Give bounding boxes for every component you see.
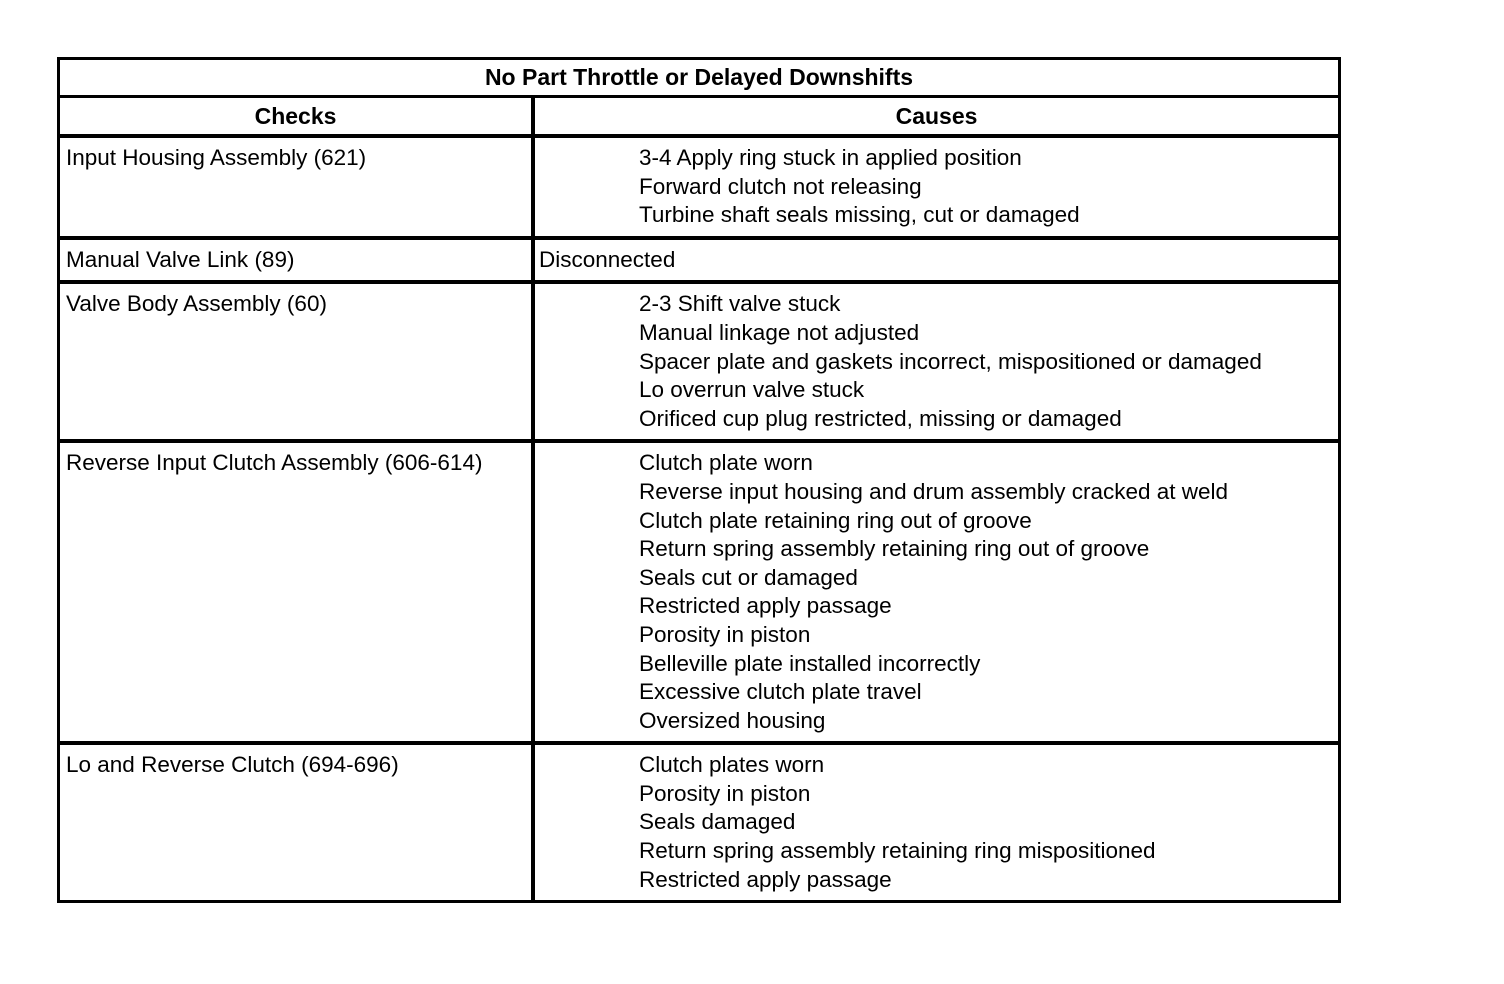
cause-item: Turbine shaft seals missing, cut or damaged [639,202,1080,228]
checks-header: Checks [60,98,535,134]
cause-item: Excessive clutch plate travel [639,679,922,705]
diagnosis-table [57,57,1341,903]
cause-item: 3-4 Apply ring stuck in applied position [639,145,1022,170]
cause-item: Oversized housing [639,707,826,733]
table-row [60,745,1338,900]
check-cell: Input Housing Assembly (621) [60,138,535,236]
cause-item: Seals cut or damaged [639,564,858,590]
cause-item: Clutch plate worn [639,450,813,476]
causes-cell [535,443,1338,741]
check-cell: Lo and Reverse Clutch (694-696) [60,745,535,900]
cause-item: Restricted apply passage [639,593,892,619]
check-cell: Valve Body Assembly (60) [60,284,535,439]
cause-item: Manual linkage not adjusted [639,319,920,345]
cause-item: Clutch plate retaining ring out of groove [639,507,1032,533]
table-header-row [60,98,1338,138]
table-row [60,284,1338,443]
cause-item: Porosity in piston [639,621,811,647]
cause-item: Forward clutch not releasing [639,173,922,199]
cause-item: Return spring assembly retaining ring mispositioned [639,838,1156,864]
cause-item: Lo overrun valve stuck [639,377,865,403]
check-cell: Manual Valve Link (89) [60,240,535,281]
cause-item: Restricted apply passage [639,866,892,892]
cause-item: Belleville plate installed incorrectly [639,650,981,676]
cause-item: Seals damaged [639,809,796,835]
cause-item: Reverse input housing and drum assembly cracked at weld [639,478,1229,504]
causes-header: Causes [895,102,978,129]
cause-item: Spacer plate and gaskets incorrect, mispositioned or damaged [639,348,1262,374]
causes-cell [535,138,1338,236]
cause-item: Orificed cup plug restricted, missing or damaged [639,405,1122,431]
table-row [60,443,1338,745]
cause-item: Clutch plates worn [639,752,825,778]
causes-cell [535,284,1338,439]
cause-item: Disconnected [539,246,676,272]
causes-cell [535,240,1338,281]
check-cell: Reverse Input Clutch Assembly (606-614) [60,443,535,741]
cause-item: Return spring assembly retaining ring out of groove [639,536,1150,562]
cause-item: Porosity in piston [639,780,811,806]
causes-cell [535,745,1338,900]
cause-item: 2-3 Shift valve stuck [639,291,841,317]
table-row [60,138,1338,240]
table-row [60,240,1338,285]
table-title: No Part Throttle or Delayed Downshifts [60,60,1338,98]
